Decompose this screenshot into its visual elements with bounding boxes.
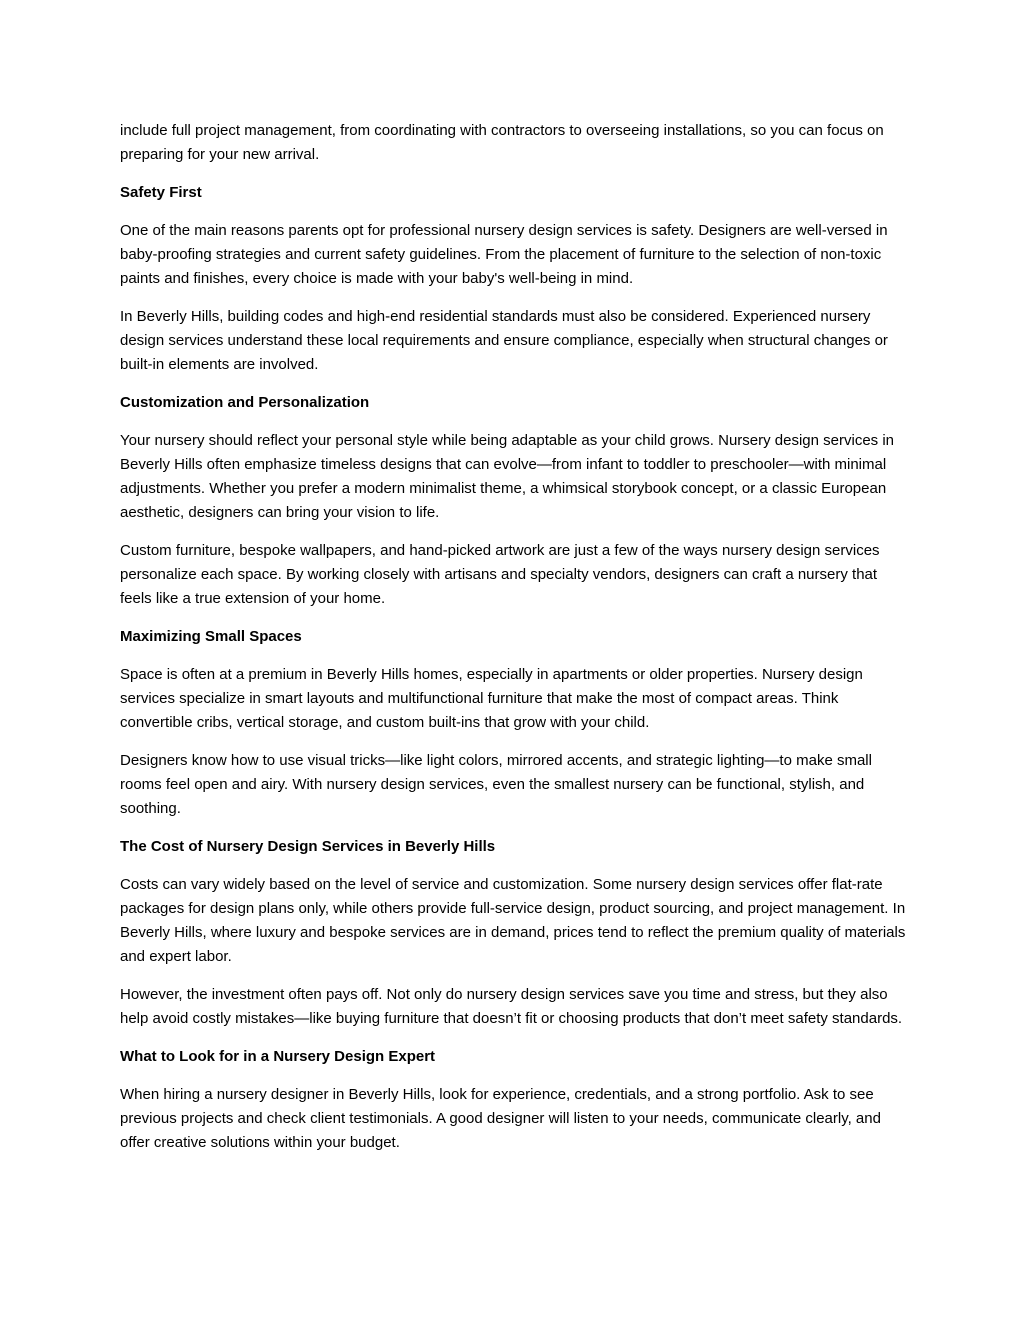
paragraph-safety-1: One of the main reasons parents opt for professional nursery design services is safety. Designers are well-versed in baby-proofing strategies and current safety guidelines. From the placement of furniture to the selection of non-toxic paints and finishes, every choice is made with your baby's well-being in mind.	[120, 222, 888, 287]
heading-safety-first: Safety First	[120, 184, 202, 201]
heading-customization: Customization and Personalization	[120, 394, 370, 411]
heading-small-spaces: Maximizing Small Spaces	[120, 628, 302, 645]
paragraph-small-spaces-1: Space is often at a premium in Beverly Hills homes, especially in apartments or older properties. Nursery design services specialize in smart layouts and multifunctional furniture that make the most of compact areas. Think convertible cribs, vertical storage, and custom built-ins that grow with your child.	[120, 666, 863, 731]
heading-design-expert: What to Look for in a Nursery Design Expert	[120, 1048, 436, 1065]
paragraph-intro: include full project management, from coordinating with contractors to overseeing installations, so you can focus on preparing for your new arrival.	[120, 122, 884, 163]
paragraph-cost-1: Costs can vary widely based on the level of service and customization. Some nursery design services offer flat-rate packages for design plans only, while others provide full-service design, product sourcing, and project management. In Beverly Hills, where luxury and bespoke services are in demand, prices tend to reflect the premium quality of materials and expert labor.	[120, 876, 906, 965]
document-page	[120, 119, 910, 1169]
paragraph-customization-2: Custom furniture, bespoke wallpapers, and hand-picked artwork are just a few of the ways nursery design services personalize each space. By working closely with artisans and specialty vendors, designers can craft a nursery that feels like a true extension of your home.	[120, 542, 880, 607]
paragraph-cost-2: However, the investment often pays off. Not only do nursery design services save you time and stress, but they also help avoid costly mistakes—like buying furniture that doesn’t fit or choosing products that don’t meet safety standards.	[120, 986, 903, 1027]
paragraph-customization-1: Your nursery should reflect your personal style while being adaptable as your child grows. Nursery design services in Beverly Hills often emphasize timeless designs that can evolve—from infant to toddler to preschooler—with minimal adjustments. Whether you prefer a modern minimalist theme, a whimsical storybook concept, or a classic European aesthetic, designers can bring your vision to life.	[120, 432, 895, 521]
heading-cost: The Cost of Nursery Design Services in Beverly Hills	[120, 838, 496, 855]
paragraph-design-expert-1: When hiring a nursery designer in Beverly Hills, look for experience, credentials, and a strong portfolio. Ask to see previous projects and check client testimonials. A good designer will listen to your needs, communicate clearly, and offer creative solutions within your budget.	[120, 1086, 881, 1151]
paragraph-safety-2: In Beverly Hills, building codes and high-end residential standards must also be considered. Experienced nursery design services understand these local requirements and ensure compliance, especially when structural changes or built-in elements are involved.	[120, 308, 888, 373]
paragraph-small-spaces-2: Designers know how to use visual tricks—like light colors, mirrored accents, and strategic lighting—to make small rooms feel open and airy. With nursery design services, even the smallest nursery can be functional, stylish, and soothing.	[120, 752, 872, 817]
